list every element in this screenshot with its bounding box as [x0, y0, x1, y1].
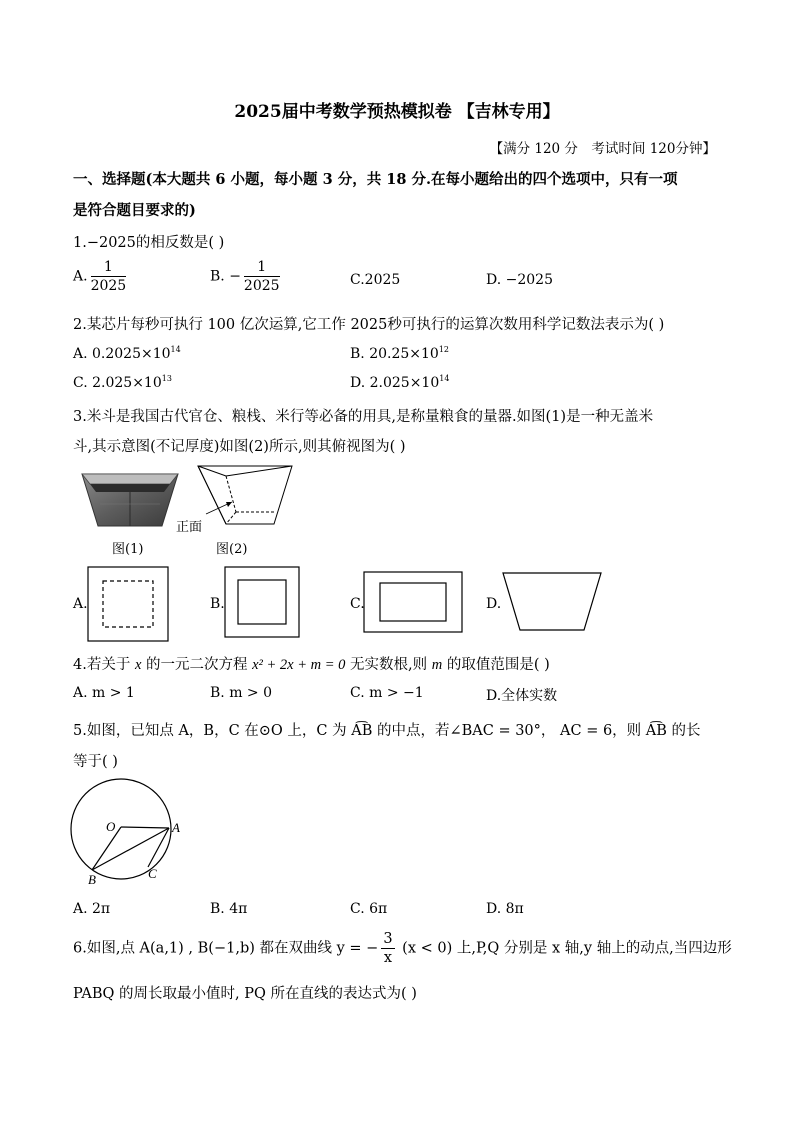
q2-stem: 2.某芯片每秒可执行 100 亿次运算,它工作 2025秒可执行的运算次数用科学记数法表示为( )	[73, 317, 665, 333]
exam-meta: 【满分 120 分 考试时间 120分钟】	[489, 141, 716, 157]
label-b: B	[88, 872, 96, 887]
section-heading-line2: 是符合题目要求的)	[73, 202, 196, 219]
q2-a-exp: 14	[170, 345, 181, 354]
label-a: A	[172, 820, 180, 835]
rice-measure-photo	[80, 464, 180, 536]
q4-option-a: A. m > 1	[73, 685, 135, 701]
q1-b-den: 2025	[243, 278, 280, 294]
q1-b-fraction	[244, 258, 280, 295]
q5-circle-figure	[66, 774, 196, 890]
q3-option-a-figure	[87, 566, 169, 642]
q5-stem-line1: 5.如图，已知点 A，B，C 在⊙O 上，C 为 A͡B 的中点，若∠BAC = 30°， AC = 6，则 A͡B 的长	[73, 723, 701, 739]
q4-equation: x² + 2x + m = 0	[252, 657, 346, 673]
q2-option-a	[73, 345, 181, 362]
front-label: 正面	[176, 520, 203, 535]
q4-var-x: x	[134, 657, 142, 673]
q3-option-b-figure	[224, 566, 300, 638]
q2-c-exp: 13	[161, 374, 172, 383]
q3-option-c-label: C.	[350, 596, 365, 612]
q6-fraction	[381, 930, 394, 967]
q1-option-b	[210, 258, 283, 295]
q2-d-exp: 14	[439, 374, 450, 383]
q6-stem-pre: 6.如图,点 A(a,1) , B(−1,b) 都在双曲线 y = −	[73, 940, 379, 957]
q3-option-d-label: D.	[486, 596, 502, 612]
q6-stem-line1	[73, 930, 732, 967]
q1-a-den: 2025	[90, 278, 127, 294]
q4-option-d: D.全体实数	[486, 688, 558, 704]
q4-stem-end: 的取值范围是( )	[442, 657, 550, 673]
q5-option-a: A. 2π	[73, 901, 111, 917]
q2-d-base: D. 2.025×10	[350, 375, 440, 391]
q4-option-c: C. m > −1	[350, 685, 424, 701]
q6-frac-num: 3	[383, 931, 393, 947]
q3-option-c-figure	[363, 571, 463, 633]
q4-stem	[73, 653, 550, 674]
fig1-caption: 图(1)	[112, 542, 144, 557]
q1-b-label: B. −	[210, 268, 241, 285]
q5-option-d: D. 8π	[486, 901, 524, 917]
q1-a-num: 1	[91, 258, 127, 277]
q4-stem-post: 无实数根,则	[345, 657, 432, 673]
q6-stem-post: (x < 0) 上,P,Q 分别是 x 轴,y 轴上的动点,当四边形	[397, 940, 732, 957]
q2-option-d	[350, 374, 449, 391]
q5-stem-line2: 等于( )	[73, 754, 118, 770]
q3-stem-line1: 3.米斗是我国古代官仓、粮栈、米行等必备的用具,是称量粮食的量器.如图(1)是一种无盖米	[73, 409, 654, 425]
q1-option-d: D. −2025	[486, 272, 553, 288]
fig2-caption: 图(2)	[216, 542, 248, 557]
q3-option-b-label: B.	[210, 596, 225, 612]
q1-a-fraction	[91, 258, 127, 295]
q1-option-c: C.2025	[350, 272, 401, 288]
q6-frac-den: x	[383, 950, 393, 966]
q4-stem-pre: 4.若关于	[73, 657, 135, 673]
q4-var-m: m	[431, 657, 443, 673]
q4-stem-mid: 的一元二次方程	[141, 657, 253, 673]
q3-stem-line2: 斗,其示意图(不记厚度)如图(2)所示,则其俯视图为( )	[73, 439, 406, 455]
q6-stem-line2: PABQ 的周长取最小值时, PQ 所在直线的表达式为( )	[73, 986, 417, 1002]
q4-option-b: B. m > 0	[210, 685, 273, 701]
label-o: O	[106, 819, 116, 834]
label-c: C	[148, 866, 157, 881]
q2-option-c	[73, 374, 172, 391]
q2-b-base: B. 20.25×10	[350, 346, 439, 362]
q3-option-d-figure	[502, 572, 602, 632]
q2-b-exp: 12	[438, 345, 449, 354]
page-title: 2025届中考数学预热模拟卷 【吉林专用】	[234, 102, 560, 122]
q1-b-num: 1	[244, 258, 280, 277]
q2-c-base: C. 2.025×10	[73, 375, 162, 391]
q3-option-a-label: A.	[73, 596, 88, 612]
q2-a-base: A. 0.2025×10	[73, 346, 171, 362]
q5-option-c: C. 6π	[350, 901, 388, 917]
q5-option-b: B. 4π	[210, 901, 248, 917]
q1-stem: 1.−2025的相反数是( )	[73, 235, 225, 251]
q1-option-a	[73, 258, 129, 295]
q1-a-label: A.	[73, 268, 88, 285]
section-heading-line1: 一、选择题(本大题共 6 小题，每小题 3 分，共 18 分.在每小题给出的四个选项中，只有一项	[73, 171, 678, 188]
q2-option-b	[350, 345, 449, 362]
